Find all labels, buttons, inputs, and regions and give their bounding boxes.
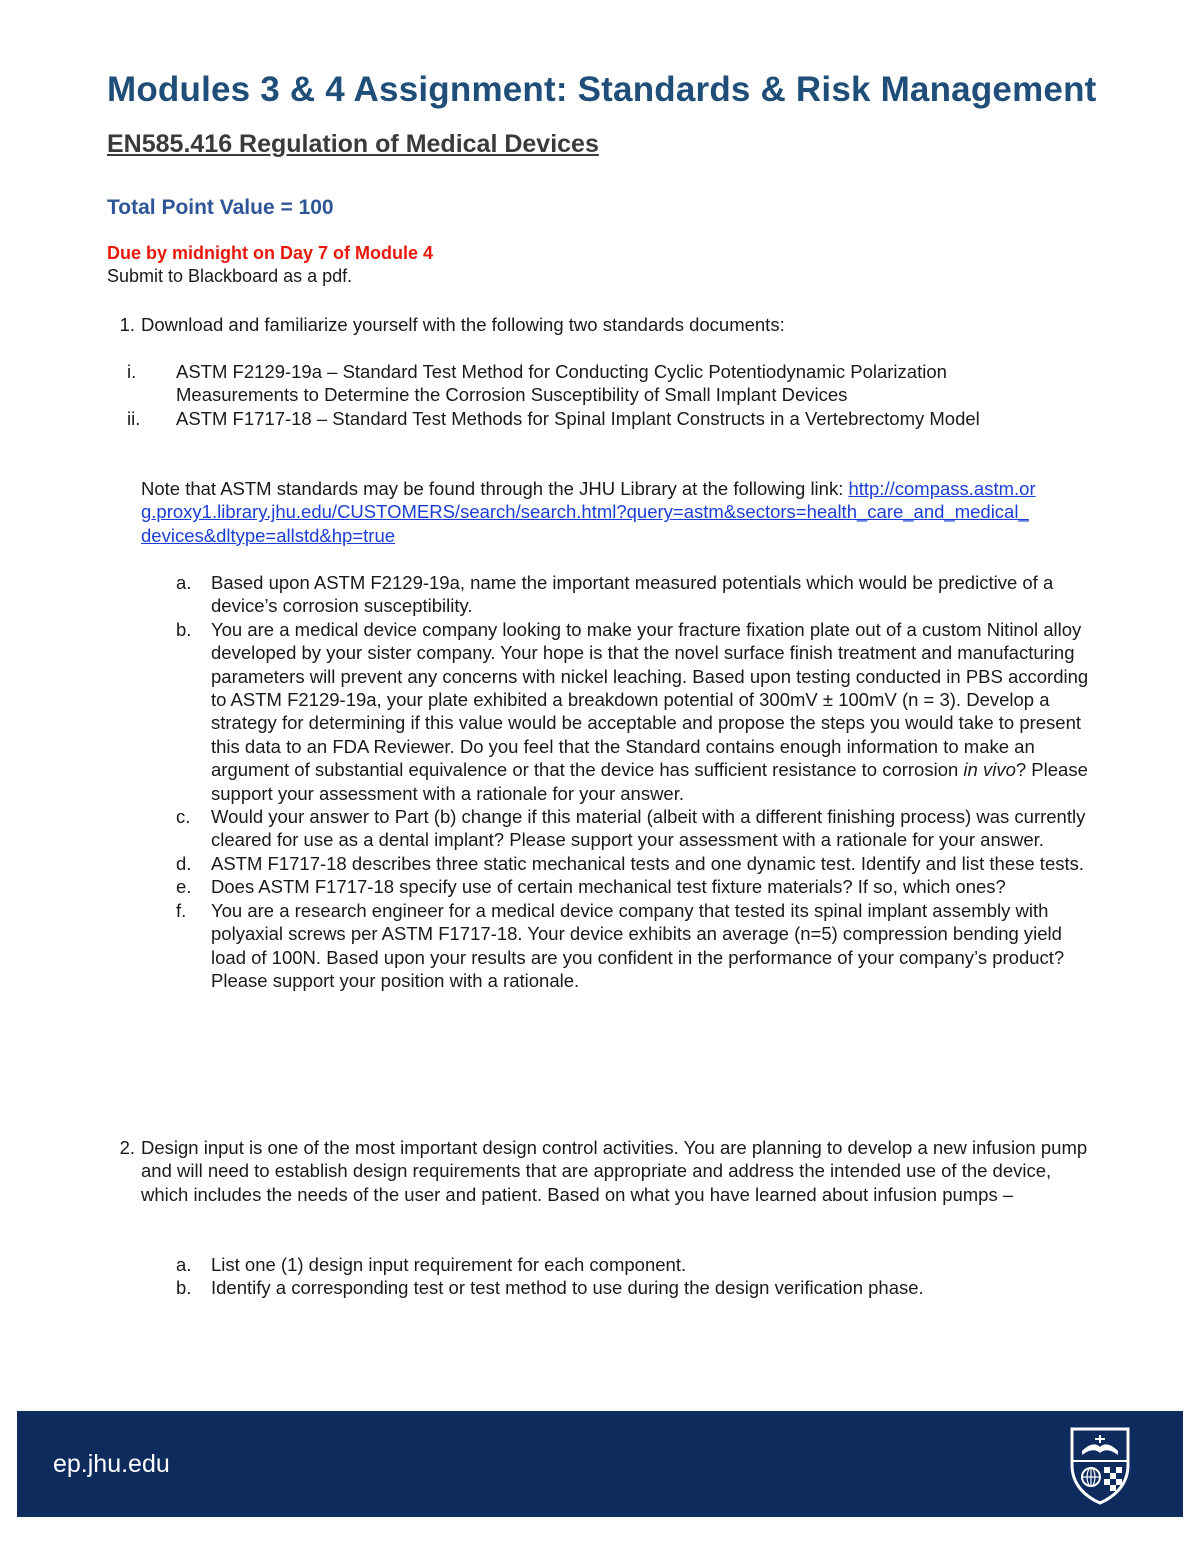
list-marker: b. [176, 1277, 192, 1299]
part-text-italic: in vivo [963, 759, 1016, 781]
list-marker: c. [176, 806, 191, 828]
question-2 [107, 1136, 1107, 1206]
list-marker: a. [176, 1254, 192, 1275]
part-text-end: ? Please support your assessment with a rationale for your answer. [211, 759, 1088, 804]
list-marker: e. [176, 876, 192, 898]
footer-url[interactable]: ep.jhu.edu [53, 1450, 170, 1478]
standards-list [107, 360, 1067, 430]
part-text: Based upon ASTM F2129-19a, name the important measured potentials which would be predictive of a device’s corrosion susceptibility. [211, 572, 1054, 617]
library-note [107, 477, 1037, 547]
part-c [107, 805, 1101, 852]
part-a [107, 1253, 1107, 1276]
list-marker: f. [176, 899, 187, 921]
standard-item [107, 407, 1067, 430]
list-marker: ii. [127, 407, 141, 429]
standard-text: ASTM F2129-19a – Standard Test Method for Conducting Cyclic Potentiodynamic Polarization Measurements to Determine the Corrosion Susceptibility of Small Implant Devices [176, 361, 947, 406]
question-text: Download and familiarize yourself with the following two standards documents: [141, 314, 785, 335]
part-text: List one (1) design input requirement for each component. [211, 1254, 687, 1275]
part-d [107, 852, 1091, 875]
standard-text: ASTM F1717-18 – Standard Test Methods for Spinal Implant Constructs in a Vertebrectomy Model [176, 407, 980, 429]
part-text: You are a medical device company looking to make your fracture fixation plate out of a custom Nitinol alloy developed by your sister company. Your hope is that the novel surface finish treatment and manufacturing parameters will prevent any concerns with nickel leaching. Based upon testing conducted in PBS according to ASTM F2129-19a, your plate exhibited a breakdown potential of 300mV ± 100mV (n = 3). Develop a strategy for determining if this value would be acceptable and propose the steps you would take to present this data to an FDA Reviewer. Do you feel that the Standard contains enough information to make an argument of substantial equivalence or that the device has sufficient resistance to corrosion [211, 618, 1089, 781]
list-marker: a. [176, 572, 192, 593]
part-f [107, 899, 1091, 993]
part-a [107, 571, 1071, 618]
part-b [107, 618, 1091, 805]
course-title: EN585.416 Regulation of Medical Devices [107, 130, 599, 158]
question-2-prompt [107, 1136, 1101, 1206]
submission-instructions: Submit to Blackboard as a pdf. [107, 266, 353, 286]
question-1 [107, 313, 1107, 336]
question-number: 2. [119, 1137, 135, 1158]
list-marker: b. [176, 618, 192, 640]
list-marker: d. [176, 852, 192, 874]
list-marker: i. [127, 361, 137, 382]
part-e [107, 875, 1091, 898]
question-2-parts [107, 1253, 1107, 1300]
part-text: ASTM F1717-18 describes three static mechanical tests and one dynamic test. Identify and list these tests. [211, 852, 1085, 874]
note-text: Note that ASTM standards may be found through the JHU Library at the following link: [141, 478, 849, 499]
part-text: You are a research engineer for a medical device company that tested its spinal implant assembly with polyaxial screws per ASTM F1717-18. Your device exhibits an average (n=5) compression bending yield load of 100N. Based upon your results are you confident in the performance of your company’s product? Please support your position with a rationale. [211, 899, 1065, 991]
question-text: Design input is one of the most important design control activities. You are planning to develop a new infusion pump and will need to establish design requirements that are appropriate and address the intended use of the device, which includes the needs of the user and patient. Based on what you have learned about infusion pumps – [141, 1137, 1088, 1205]
note-paragraph [107, 477, 1037, 547]
university-shield-icon [1058, 1425, 1142, 1505]
standard-item [107, 360, 1067, 407]
part-text: Would your answer to Part (b) change if this material (albeit with a different finishing process) was currently cleared for use as a dental implant? Please support your assessment with a rationale for your answer. [211, 806, 1086, 851]
footer-banner [17, 1411, 1183, 1517]
due-date: Due by midnight on Day 7 of Module 4 [107, 243, 434, 263]
page-title: Modules 3 & 4 Assignment: Standards & Risk Management [107, 70, 1097, 109]
part-text: Identify a corresponding test or test method to use during the design verification phase. [211, 1277, 924, 1299]
point-value: Total Point Value = 100 [107, 196, 334, 219]
part-b [107, 1276, 1107, 1299]
question-number: 1. [119, 314, 135, 335]
astm-library-link[interactable]: http://compass.astm.org.proxy1.library.jhu.edu/CUSTOMERS/search/search.html?query=astm&sectors=health_care_and_medical_devices&dltype=allstd&hp=true [141, 478, 1036, 546]
question-1-parts [107, 571, 1107, 992]
part-text: Does ASTM F1717-18 specify use of certain mechanical test fixture materials? If so, which ones? [211, 876, 1006, 898]
question-1-prompt [107, 313, 1107, 336]
